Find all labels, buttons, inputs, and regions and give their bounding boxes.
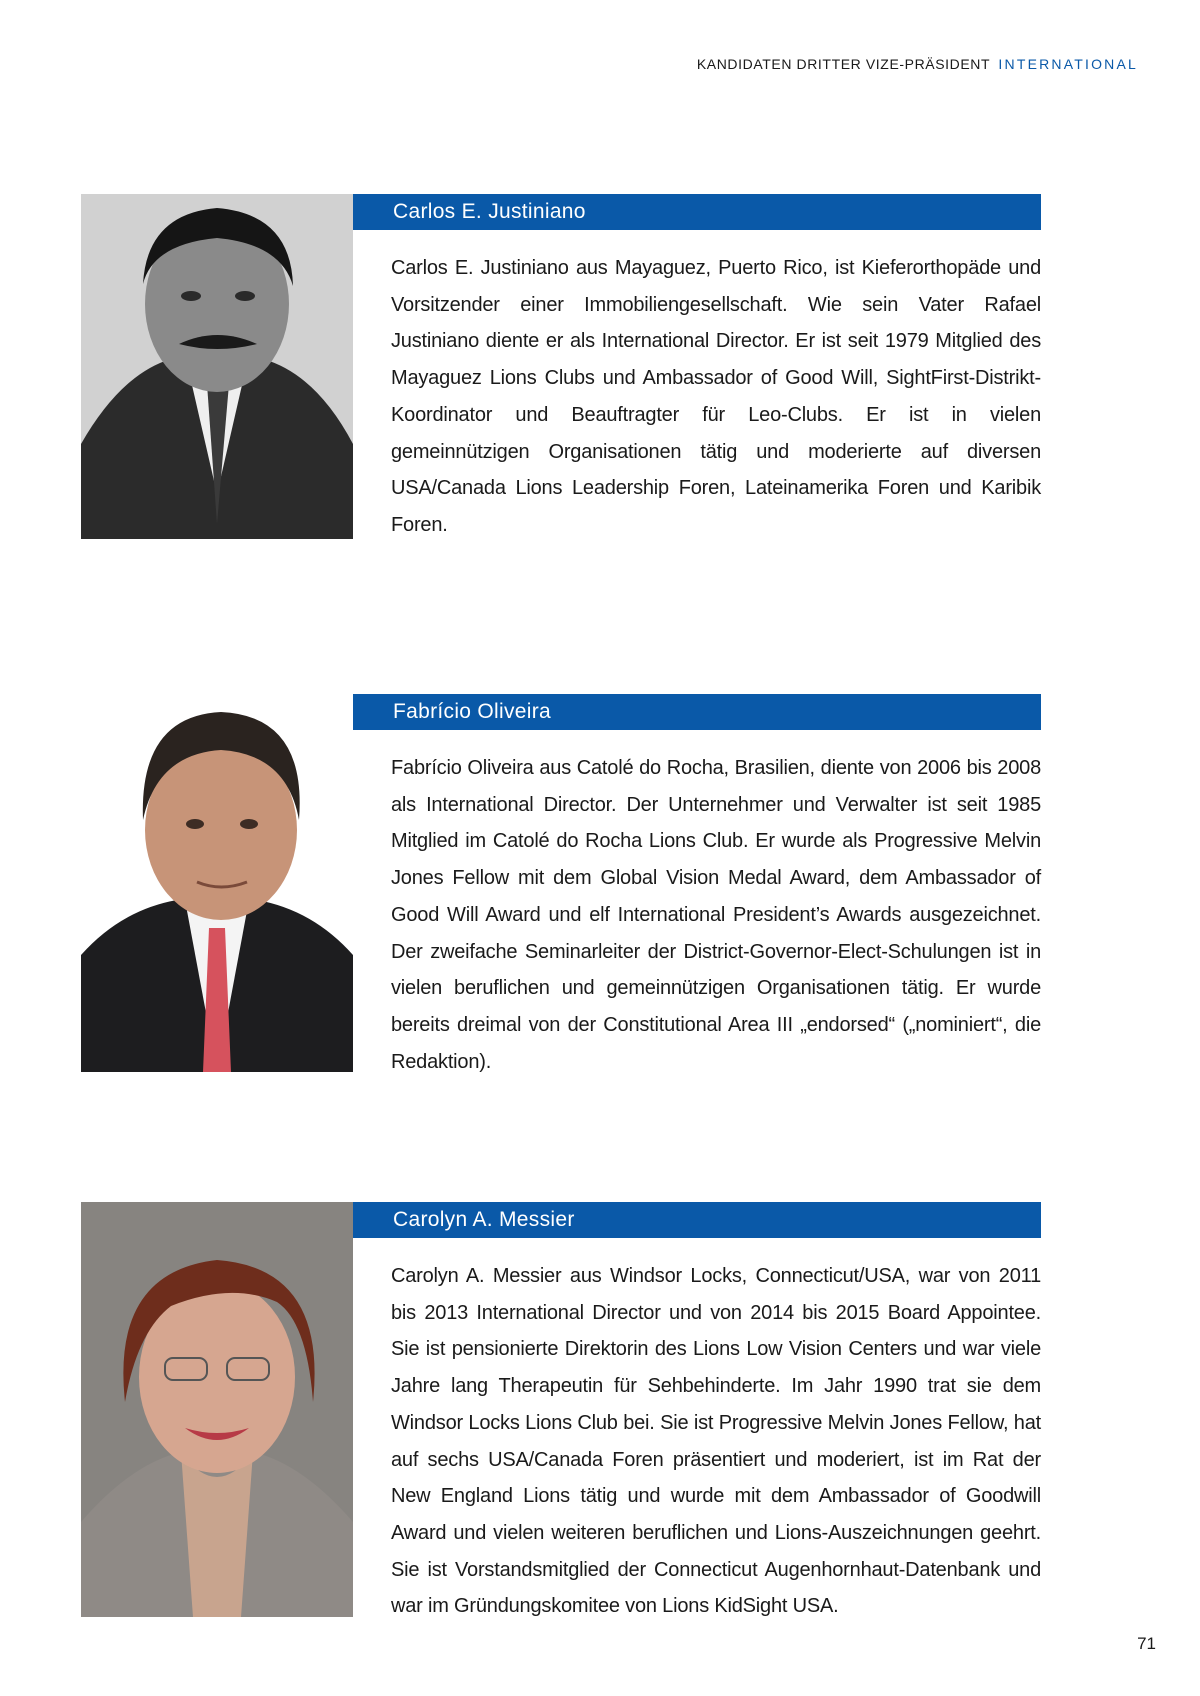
portrait-image [81,194,353,539]
candidate-photo [81,700,353,1072]
candidate-section [81,194,1041,539]
candidate-section [81,1202,1041,1617]
running-header [697,56,1138,72]
candidate-bio: Carolyn A. Messier aus Windsor Locks, Connecticut/USA, war von 2011 bis 2013 International Director und von 2014 bis 2015 Board Appointee. Sie ist pensionierte Direktorin des Lions Low Vision Centers und war viele Jahre lang Therapeutin für Sehbehinderte. Im Jahr 1990 trat sie dem Windsor Locks Lions Club bei. Sie ist Progressive Melvin Jones Fellow, hat auf sechs USA/Canada Foren präsentiert und moderiert, ist im Rat der New England Lions tätig und wurde mit dem Ambassador of Goodwill Award und vielen weiteren beruflichen und Lions-Auszeichnungen geehrt. Sie ist Vorstandsmitglied der Connecticut Augenhornhaut-Datenbank und war im Gründungskomitee von Lions KidSight USA. [391,1265,1041,1618]
candidate-bio: Carlos E. Justiniano aus Mayaguez, Puerto Rico, ist Kieferorthopäde und Vorsitzender einer Immobiliengesellschaft. Wie sein Vater Rafael Justiniano diente er als International Director. Er ist seit 1979 Mitglied des Mayaguez Lions Clubs und Ambassador of Good Will, SightFirst-Distrikt-Koordinator und Beauftragter für Leo-Clubs. Er ist in vielen gemeinnützigen Organisationen tätig und moderierte auf diversen USA/Canada Lions Leadership Foren, Lateinamerika Foren und Karibik Foren. [391,257,1041,536]
candidate-name-bar: Carlos E. Justiniano [353,194,1041,230]
candidate-name-bar: Carolyn A. Messier [353,1202,1041,1238]
running-header-title: KANDIDATEN DRITTER VIZE-PRÄSIDENT [696,56,990,72]
candidate-name-bar: Fabrício Oliveira [353,694,1041,730]
candidate-photo [81,194,353,539]
candidate-photo [81,1202,353,1617]
portrait-image [81,1202,353,1617]
running-header-section: INTERNATIONAL [998,56,1138,72]
candidate-bio: Fabrício Oliveira aus Catolé do Rocha, Brasilien, diente von 2006 bis 2008 als International Director. Der Unternehmer und Verwalter ist seit 1985 Mitglied im Catolé do Rocha Lions Club. Er wurde als Progressive Melvin Jones Fellow mit dem Global Vision Medal Award, dem Ambassador of Good Will Award und elf International President’s Awards ausgezeichnet. Der zweifache Seminarleiter der District-Governor-Elect-Schulungen ist in vielen beruflichen und gemeinnützigen Organisationen tätig. Er wurde bereits dreimal von der Constitutional Area III „endorsed“ („nominiert“, die Redaktion). [391,757,1041,1073]
candidate-section [81,694,1041,1072]
portrait-image [81,700,353,1072]
page-number: 71 [1137,1634,1156,1653]
